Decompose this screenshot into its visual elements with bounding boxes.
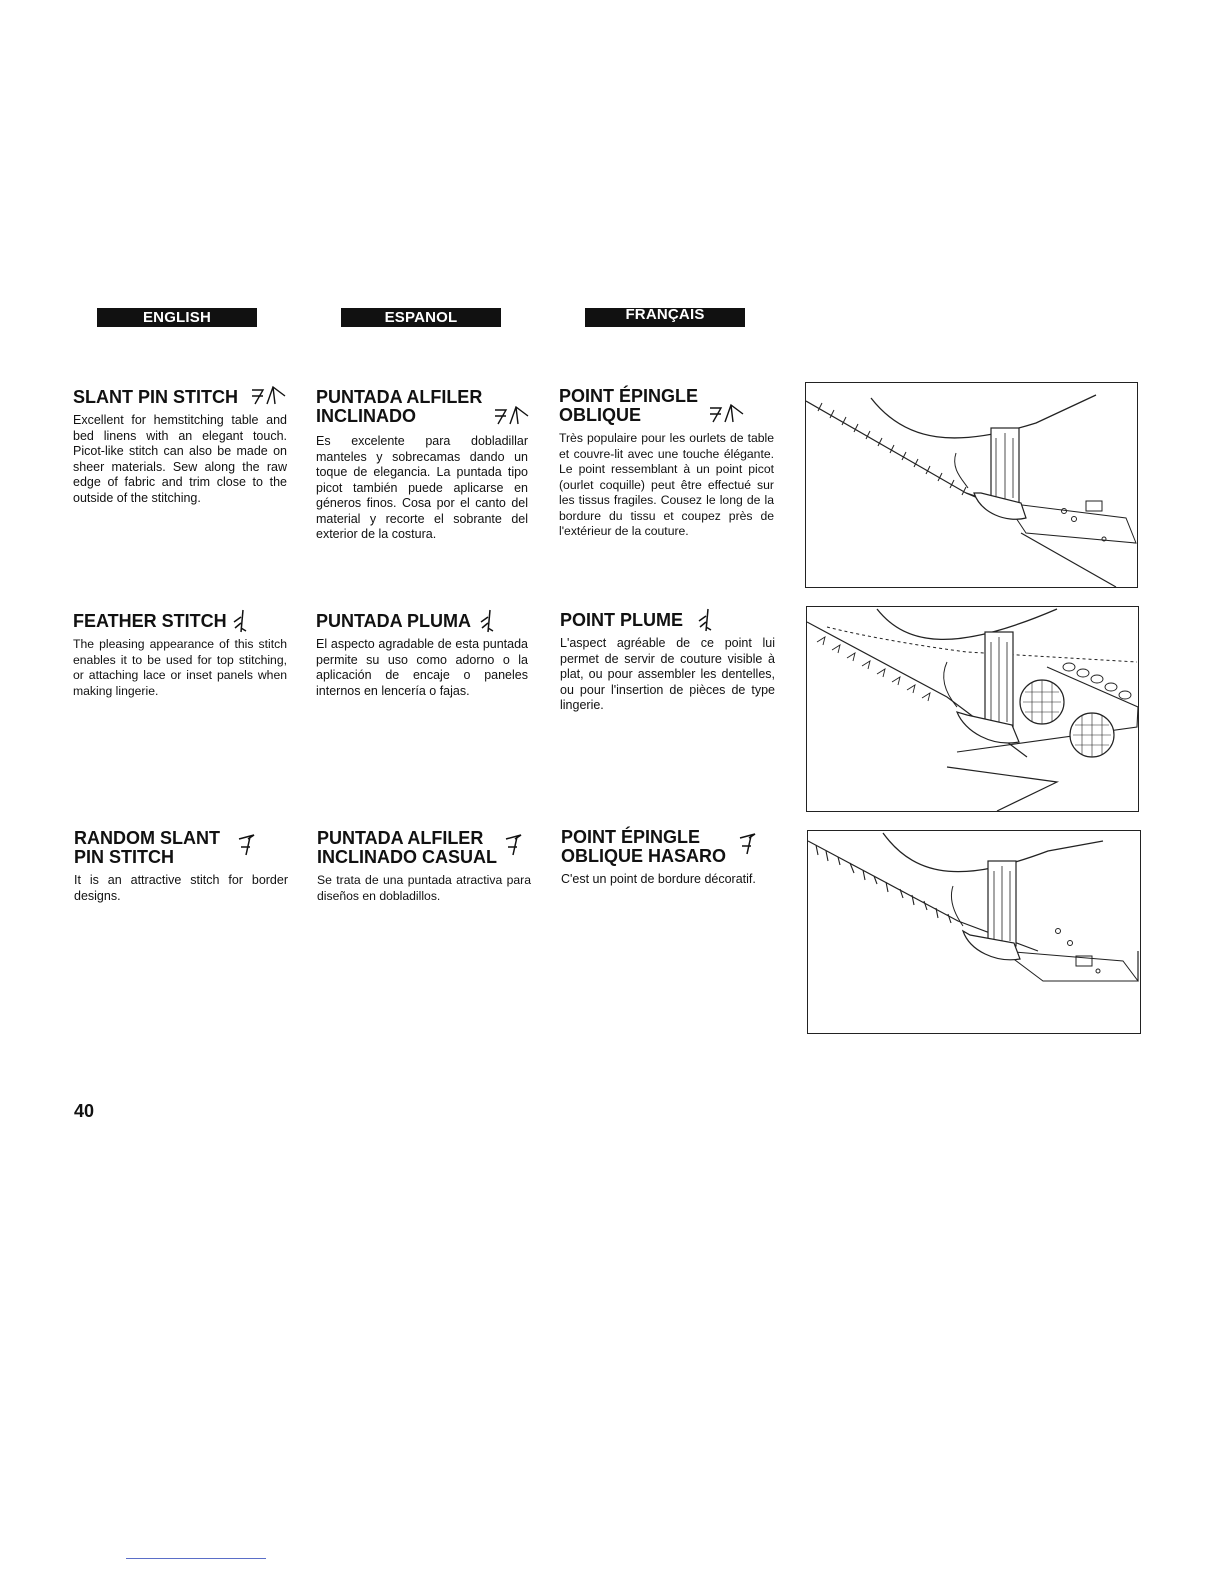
heading-line: PUNTADA ALFILER: [317, 828, 484, 848]
random-slant-pin-stitch-symbol-icon: [236, 831, 258, 863]
heading-puntada-alfiler-inclinado-casual: [317, 829, 531, 867]
tab-french: FRANÇAIS: [585, 308, 745, 327]
tab-english: ENGLISH: [97, 308, 257, 327]
random-slant-pin-stitch-illustration-icon: [807, 830, 1141, 1034]
heading-line: POINT PLUME: [560, 610, 684, 630]
body-point-plume: L'aspect agréable de ce point lui permet de servir de couture visible à plat, ou pour assembler les dentelles, ou pour l'insertion de pièces de type lingerie.: [560, 636, 775, 712]
heading-slant-pin-stitch: [73, 388, 287, 407]
section-random-slant-english: [74, 829, 288, 904]
heading-puntada-pluma: [316, 612, 528, 631]
heading-puntada-alfiler-inclinado: [316, 388, 528, 426]
heading-point-plume: [560, 611, 775, 630]
body-slant-pin-stitch: Excellent for hemstitching table and bed linens with an elegant touch. Picot-like stitch can also be made on sheer materials. Sew along the raw edge of fabric and trim close to the outside of the stitching.: [73, 413, 287, 505]
heading-point-epingle-oblique: [559, 387, 774, 425]
slant-pin-stitch-symbol-icon: [492, 402, 532, 432]
body-puntada-alfiler-inclinado: Es excelente para dobladillar manteles y sobrecamas dando un toque de elegancia. La puntada tipo picot también puede aplicarse en géneros finos. Cosa por el canto del material y recorte el sobrante del exterior de la costura.: [316, 434, 528, 541]
heading-line: FEATHER STITCH: [73, 611, 227, 631]
heading-line: POINT ÉPINGLE: [559, 386, 699, 406]
heading-line: PUNTADA ALFILER: [316, 387, 483, 407]
heading-line: INCLINADO: [316, 406, 416, 426]
feather-stitch-symbol-icon: [231, 608, 249, 638]
section-slant-pin-english: [73, 388, 287, 506]
body-point-epingle-oblique-hasaro: C'est un point de bordure décoratif.: [561, 872, 756, 886]
feather-stitch-symbol-icon: [696, 607, 714, 637]
page-number: 40: [74, 1101, 95, 1121]
heading-line: PUNTADA PLUMA: [316, 611, 471, 631]
heading-line: POINT ÉPINGLE: [561, 827, 701, 847]
body-feather-stitch: The pleasing appearance of this stitch enables it to be used for top stitching, or attaching lace or inset panels when making lingerie.: [73, 637, 287, 698]
body-puntada-alfiler-inclinado-casual: Se trata de una puntada atractiva para diseños en dobladillos.: [317, 873, 531, 903]
section-feather-spanish: [316, 612, 528, 699]
footer-rule: [126, 1558, 266, 1559]
body-random-slant-pin-stitch: It is an attractive stitch for border designs.: [74, 873, 288, 903]
feather-stitch-illustration-icon: [806, 606, 1139, 812]
heading-random-slant-pin-stitch: [74, 829, 288, 867]
body-point-epingle-oblique: Très populaire pour les ourlets de table et couvre-lit avec une touche élégante. Le point ressemblant à un point picot (ourlet coquille) peut être effectué sur les tissus fragiles. Cousez le long de la bordure du tissu et coupez près de l'extérieur de la couture.: [559, 431, 774, 538]
feather-stitch-symbol-icon: [478, 608, 496, 638]
slant-pin-stitch-symbol-icon: [707, 400, 747, 430]
heading-line: OBLIQUE HASARO: [561, 846, 727, 866]
section-slant-pin-spanish: [316, 388, 528, 543]
heading-line: RANDOM SLANT: [74, 828, 220, 848]
body-puntada-pluma: El aspecto agradable de esta puntada permite su uso como adorno o la aplicación de encaje o paneles internos en lencería o fajas.: [316, 637, 528, 698]
random-slant-pin-stitch-symbol-icon: [737, 830, 759, 862]
slant-pin-stitch-symbol-icon: [249, 382, 289, 412]
slant-pin-stitch-illustration-icon: [805, 382, 1138, 588]
section-slant-pin-french: [559, 387, 774, 540]
heading-line: SLANT PIN STITCH: [73, 387, 238, 407]
section-feather-french: [560, 611, 775, 714]
heading-line: INCLINADO CASUAL: [317, 847, 497, 867]
section-random-slant-spanish: [317, 829, 531, 904]
heading-line: PIN STITCH: [74, 847, 175, 867]
section-feather-english: [73, 612, 287, 699]
heading-point-epingle-oblique-hasaro: [561, 828, 775, 866]
section-random-slant-french: [561, 828, 775, 888]
random-slant-pin-stitch-symbol-icon: [503, 831, 525, 863]
heading-line: OBLIQUE: [559, 405, 642, 425]
heading-feather-stitch: [73, 612, 287, 631]
tab-spanish: ESPANOL: [341, 308, 501, 327]
